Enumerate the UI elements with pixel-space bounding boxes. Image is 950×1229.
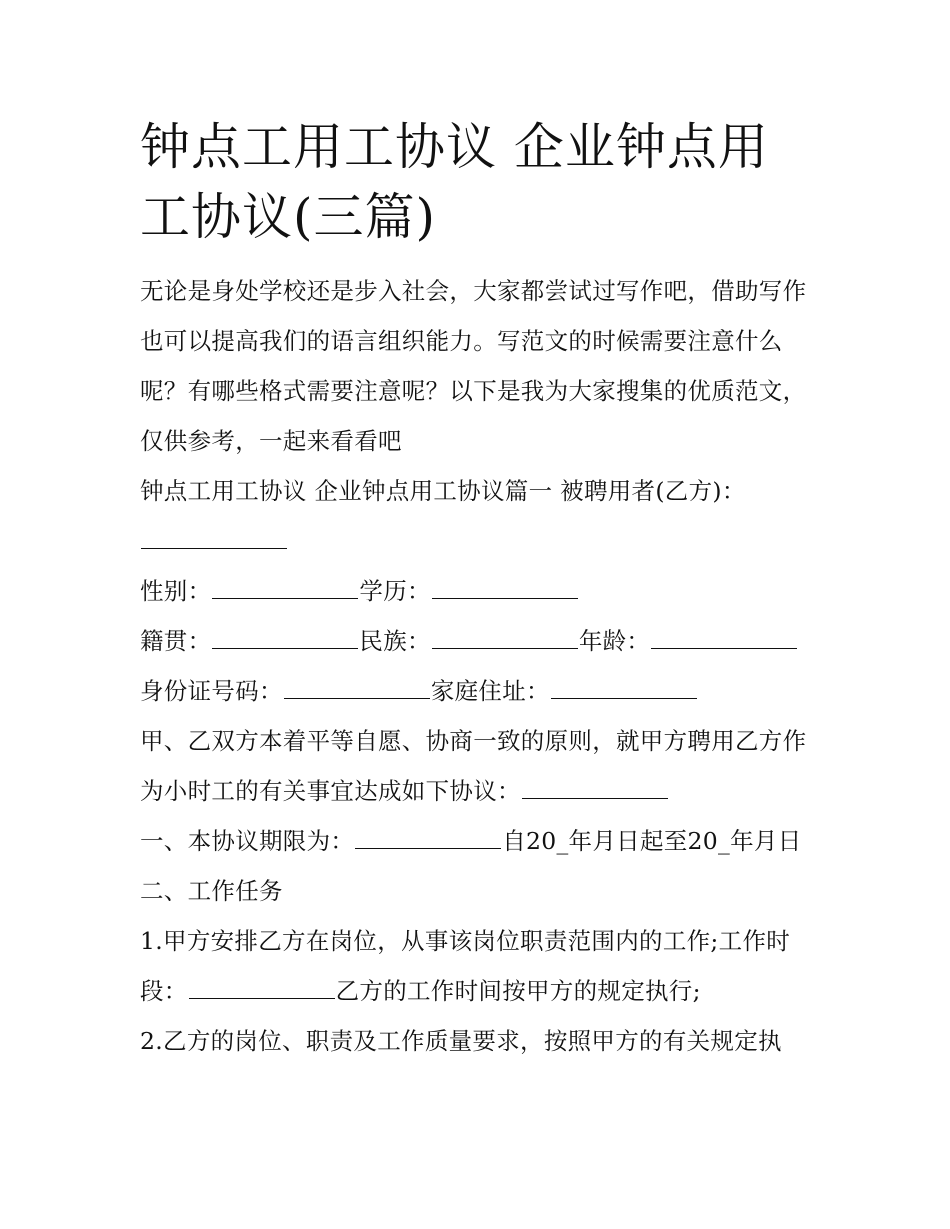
gender-label: 性别：	[140, 577, 212, 605]
term-label: 一、本协议期限为：	[140, 827, 355, 855]
term-text: 自20_年月日起至20_年月日 二、工作任务	[140, 827, 802, 905]
ethnicity-label: 民族：	[359, 627, 431, 655]
term-blank	[355, 826, 501, 849]
gender-education-line	[140, 566, 815, 616]
employee-heading-text: 钟点工用工协议 企业钟点用工协议篇一 被聘用者(乙方)：	[140, 477, 746, 505]
principle-text: 甲、乙双方本着平等自愿、协商一致的原则，就甲方聘用乙方作为小时工的有关事宜达成如下协议：	[140, 727, 807, 805]
education-blank	[432, 576, 578, 599]
ethnicity-blank	[432, 626, 578, 649]
address-label: 家庭住址：	[430, 677, 550, 705]
principle-blank	[522, 776, 668, 799]
gender-blank	[212, 576, 358, 599]
id-address-line	[140, 666, 815, 716]
native-ethnicity-age-line	[140, 616, 815, 666]
intro-paragraph: 无论是身处学校还是步入社会，大家都尝试过写作吧，借助写作也可以提高我们的语言组织能力。写范文的时候需要注意什么呢？有哪些格式需要注意呢？以下是我为大家搜集的优质范文，仅供参考，一起来看看吧	[140, 277, 807, 455]
native-blank	[212, 626, 358, 649]
id-label: 身份证号码：	[140, 677, 283, 705]
task1-blank	[189, 976, 335, 999]
task2-paragraph: 2.乙方的岗位、职责及工作质量要求，按照甲方的有关规定执	[140, 1027, 782, 1055]
employee-heading-line	[140, 466, 815, 566]
native-label: 籍贯：	[140, 627, 212, 655]
document-body	[140, 112, 815, 1066]
id-blank	[284, 676, 430, 699]
age-blank	[651, 626, 797, 649]
task1-paragraph	[140, 916, 815, 1016]
document-title: 钟点工用工协议 企业钟点用工协议(三篇)	[140, 118, 769, 246]
age-label: 年龄：	[578, 627, 651, 655]
task1-text: 1.甲方安排乙方在岗位，从事该岗位职责范围内的工作;工作时段：	[140, 927, 791, 1005]
address-blank	[551, 676, 697, 699]
task1-tail: 乙方的工作时间按甲方的规定执行;	[335, 977, 701, 1005]
principle-paragraph	[140, 716, 815, 816]
employee-name-blank	[141, 526, 287, 549]
term-paragraph	[140, 816, 815, 916]
education-label: 学历：	[359, 577, 431, 605]
